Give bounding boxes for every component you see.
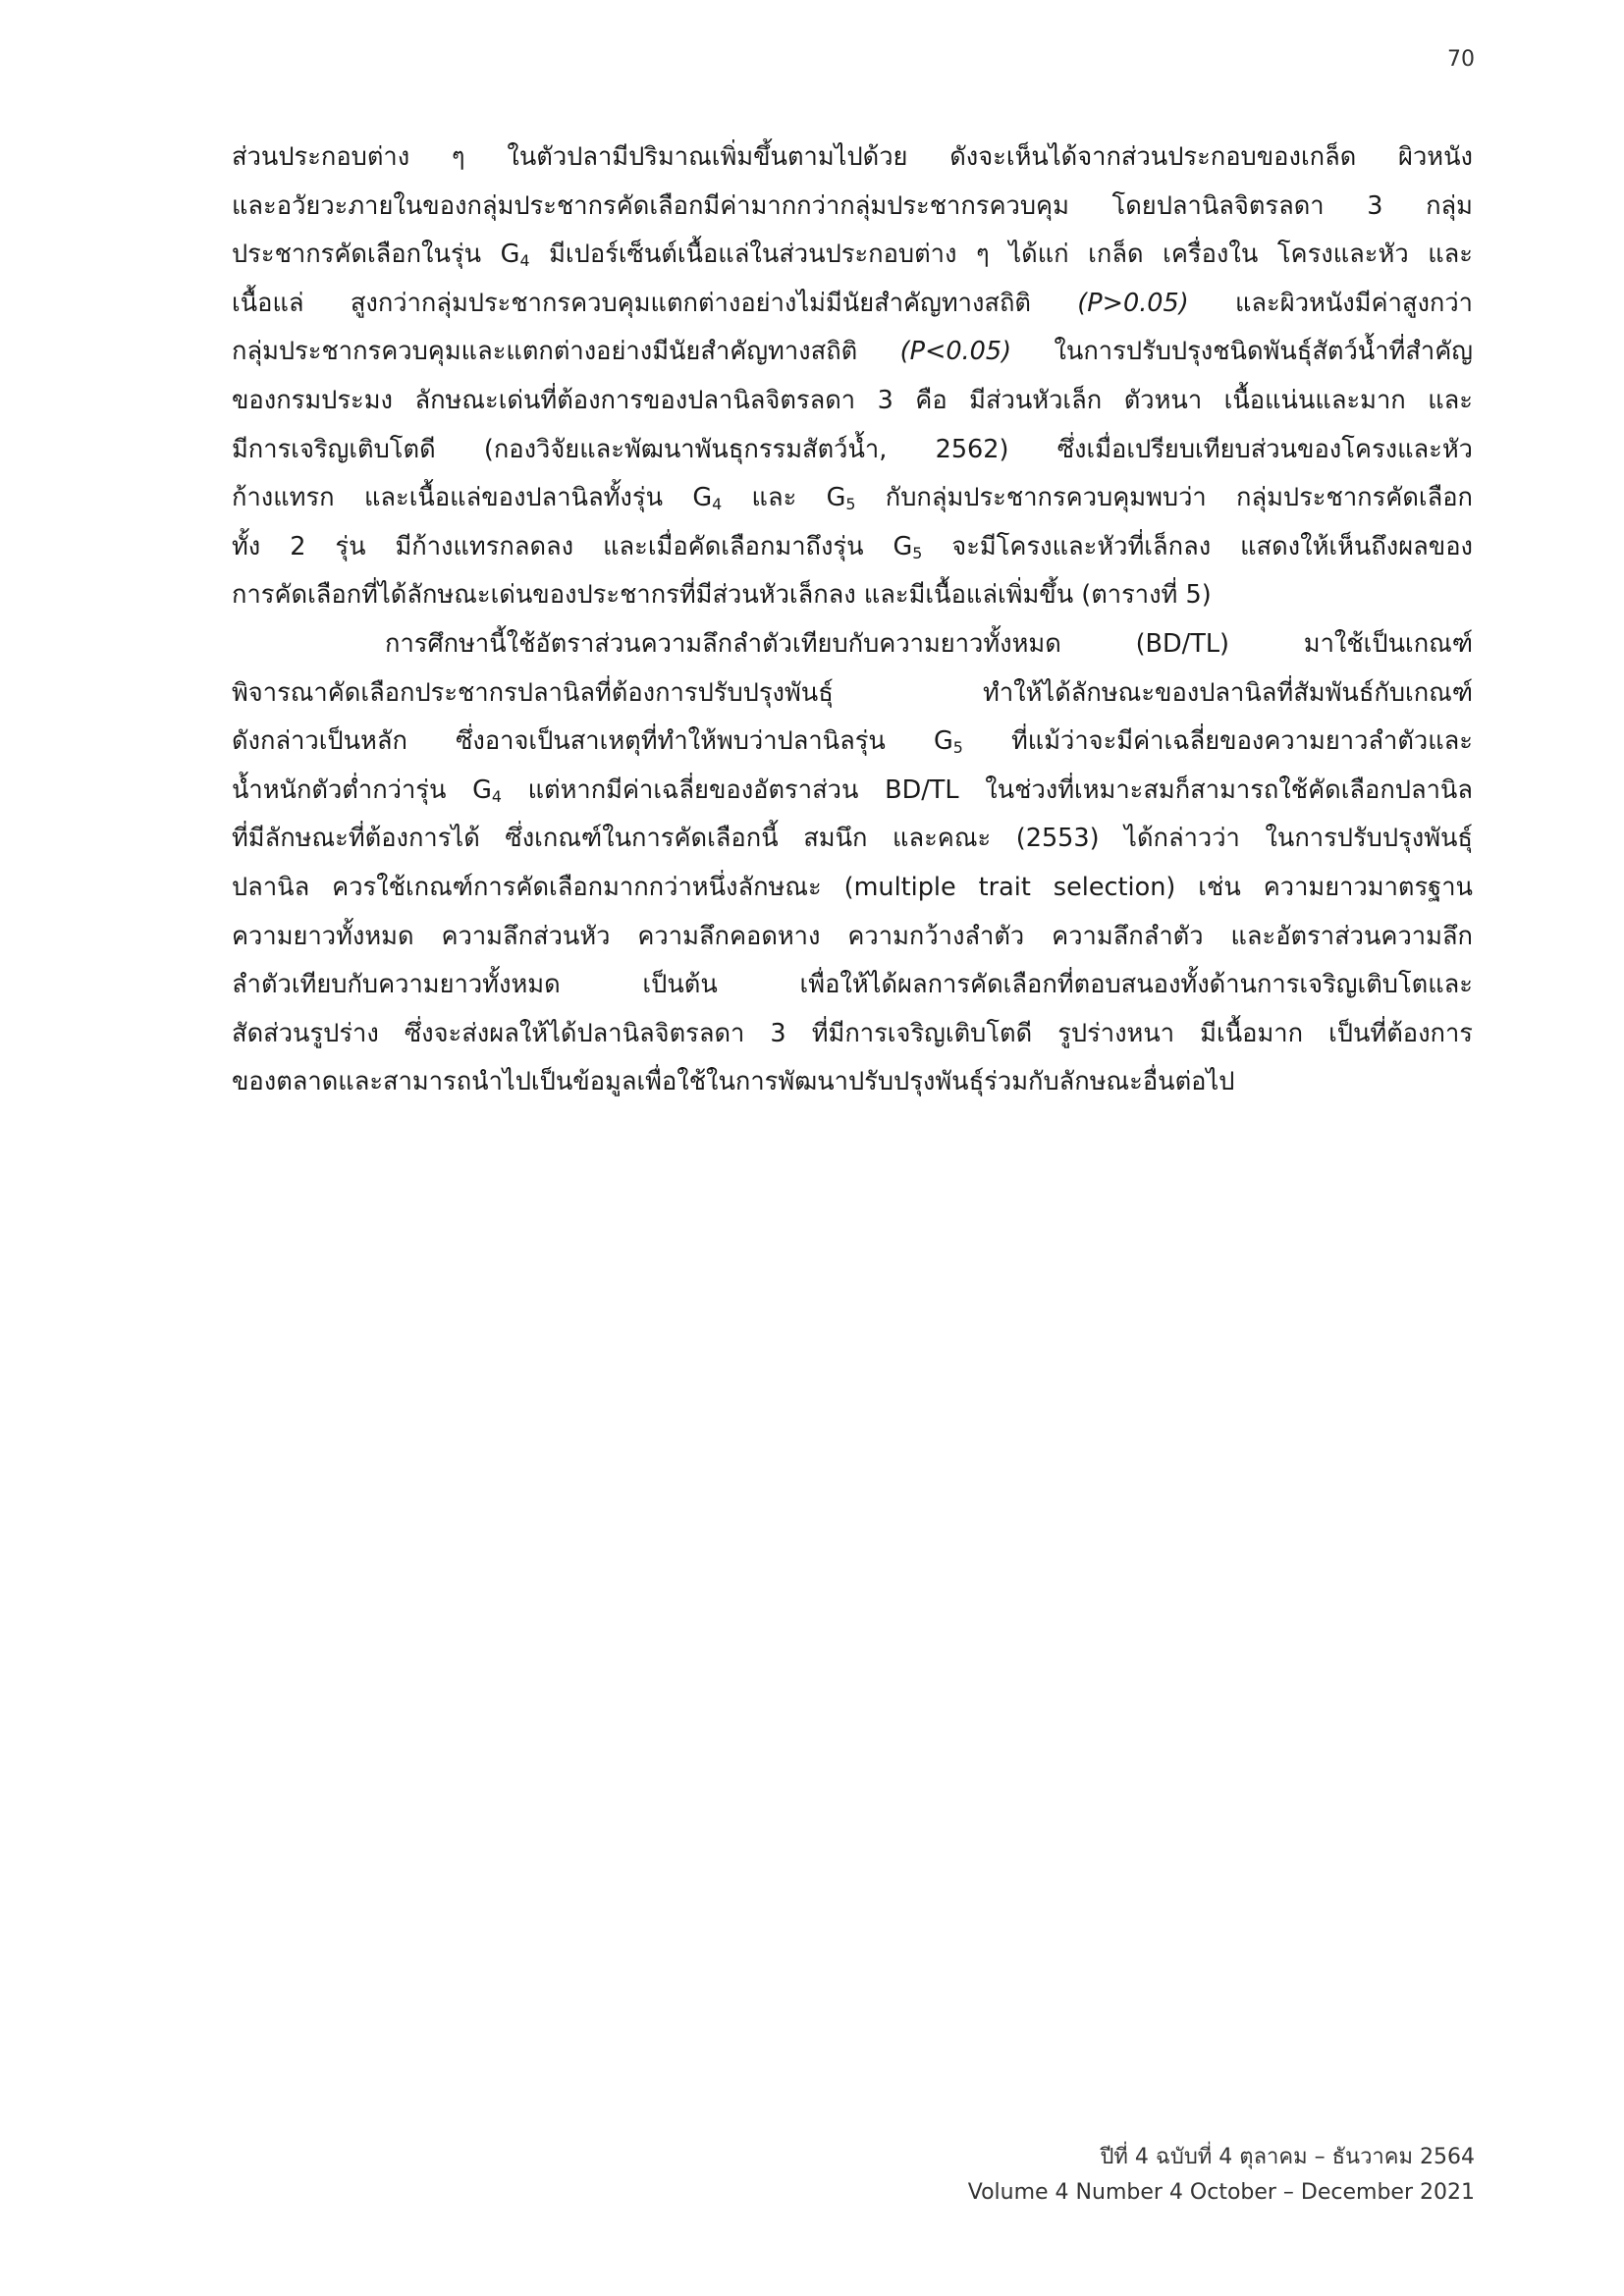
text-segment: และผิวหนังมีค่าสูงกว่า	[1188, 288, 1473, 318]
text-segment: และ G	[722, 483, 846, 513]
text-segment: กลุ่มประชากรควบคุมและแตกต่างอย่างมีนัยสำคัญทางสถิติ	[232, 337, 900, 367]
paragraph-2	[232, 620, 1473, 1107]
text-line: การศึกษานี้ใช้อัตราส่วนความลึกลำตัวเทียบกับความยาวทั้งหมด (BD/TL) มาใช้เป็นเกณฑ์	[385, 628, 1473, 659]
text-line	[232, 767, 1473, 816]
text-line	[232, 718, 1473, 767]
text-segment: ดังกล่าวเป็นหลัก ซึ่งอาจเป็นสาเหตุที่ทำให้พบว่าปลานิลรุ่น G	[232, 726, 953, 757]
text-segment: กับกลุ่มประชากรควบคุมพบว่า กลุ่มประชากรคัดเลือก	[855, 483, 1473, 513]
text-line: ของกรมประมง ลักษณะเด่นที่ต้องการของปลานิลจิตรลดา 3 คือ มีส่วนหัวเล็ก ตัวหนา เนื้อแน่นและมาก และ	[232, 385, 1473, 415]
text-line: ความยาวทั้งหมด ความลึกส่วนหัว ความลึกคอดหาง ความกว้างลำตัว ความลึกลำตัว และอัตราส่วนความลึก	[232, 921, 1473, 951]
journal-footer	[886, 2140, 1475, 2211]
subscript: 5	[912, 543, 923, 562]
subscript: 4	[519, 251, 530, 271]
text-segment: มีเปอร์เซ็นต์เนื้อแล่ในส่วนประกอบต่าง ๆ ได้แก่ เกล็ด เครื่องใน โครงและหัว และ	[529, 240, 1473, 270]
text-line: ของตลาดและสามารถนำไปเป็นข้อมูลเพื่อใช้ในการพัฒนาปรับปรุงพันธุ์ร่วมกับลักษณะอื่นต่อไป	[232, 1067, 1235, 1097]
text-line	[232, 523, 1473, 572]
subscript: 5	[952, 738, 963, 758]
text-line: ที่มีลักษณะที่ต้องการได้ ซึ่งเกณฑ์ในการคัดเลือกนี้ สมนึก และคณะ (2553) ได้กล่าวว่า ในการปรับปรุงพันธุ์	[232, 824, 1473, 854]
text-line: สัดส่วนรูปร่าง ซึ่งจะส่งผลให้ได้ปลานิลจิตรลดา 3 ที่มีการเจริญเติบโตดี รูปร่างหนา มีเนื้อมาก เป็นที่ต้องการ	[232, 1018, 1473, 1048]
text-segment: ประชากรคัดเลือกในรุ่น G	[232, 240, 520, 270]
page-number: 70	[1447, 47, 1475, 72]
text-segment: ที่แม้ว่าจะมีค่าเฉลี่ยของความยาวลำตัวและ	[962, 726, 1474, 757]
footer-thai-issue: ปีที่ 4 ฉบับที่ 4 ตุลาคม – ธันวาคม 2564	[1100, 2145, 1475, 2169]
text-line	[232, 328, 1473, 377]
text-line: ปลานิล ควรใช้เกณฑ์การคัดเลือกมากกว่าหนึ่งลักษณะ (multiple trait selection) เช่น ความยาวมาตรฐาน	[232, 872, 1473, 902]
text-line: และอวัยวะภายในของกลุ่มประชากรคัดเลือกมีค่ามากกว่ากลุ่มประชากรควบคุม โดยปลานิลจิตรลดา 3 กลุ่ม	[232, 190, 1473, 221]
subscript: 4	[491, 786, 502, 806]
text-segment: น้ำหนักตัวต่ำกว่ารุ่น G	[232, 774, 492, 805]
paragraph-1	[232, 133, 1473, 620]
text-line	[232, 280, 1473, 329]
text-segment: จะมีโครงและหัวที่เล็กลง แสดงให้เห็นถึงผลของ	[922, 531, 1473, 561]
body-text	[232, 133, 1473, 1107]
p-value: (P<0.05)	[899, 337, 1012, 367]
text-line: การคัดเลือกที่ได้ลักษณะเด่นของประชากรที่มีส่วนหัวเล็กลง และมีเนื้อแล่เพิ่มขึ้น (ตารางที่ 5)	[232, 580, 1212, 611]
text-line: ส่วนประกอบต่าง ๆ ในตัวปลามีปริมาณเพิ่มขึ้นตามไปด้วย ดังจะเห็นได้จากส่วนประกอบของเกล็ด ผิวหนัง	[232, 142, 1473, 172]
text-segment: เนื้อแล่ สูงกว่ากลุ่มประชากรควบคุมแตกต่างอย่างไม่มีนัยสำคัญทางสถิติ	[232, 288, 1078, 318]
footer-english-issue: Volume 4 Number 4 October – December 2021	[967, 2180, 1475, 2205]
text-line: ลำตัวเทียบกับความยาวทั้งหมด เป็นต้น เพื่อให้ได้ผลการคัดเลือกที่ตอบสนองทั้งด้านการเจริญเติบโตและ	[232, 970, 1473, 1000]
text-segment: ทั้ง 2 รุ่น มีก้างแทรกลดลง และเมื่อคัดเลือกมาถึงรุ่น G	[232, 531, 913, 561]
text-line: พิจารณาคัดเลือกประชากรปลานิลที่ต้องการปรับปรุงพันธุ์ ทำให้ได้ลักษณะของปลานิลที่สัมพันธ์กับเกณฑ์	[232, 677, 1473, 708]
p-value: (P>0.05)	[1077, 288, 1189, 318]
text-line	[232, 474, 1473, 523]
text-segment: แต่หากมีค่าเฉลี่ยของอัตราส่วน BD/TL ในช่วงที่เหมาะสมก็สามารถใช้คัดเลือกปลานิล	[501, 774, 1473, 805]
subscript: 4	[712, 495, 723, 514]
text-segment: ก้างแทรก และเนื้อแล่ของปลานิลทั้งรุ่น G	[232, 483, 713, 513]
text-line: มีการเจริญเติบโตดี (กองวิจัยและพัฒนาพันธุกรรมสัตว์น้ำ, 2562) ซึ่งเมื่อเปรียบเทียบส่วนของโครงและหัว	[232, 434, 1473, 464]
text-segment: ในการปรับปรุงชนิดพันธุ์สัตว์น้ำที่สำคัญ	[1011, 337, 1473, 367]
text-line	[232, 231, 1473, 280]
subscript: 5	[845, 495, 856, 514]
